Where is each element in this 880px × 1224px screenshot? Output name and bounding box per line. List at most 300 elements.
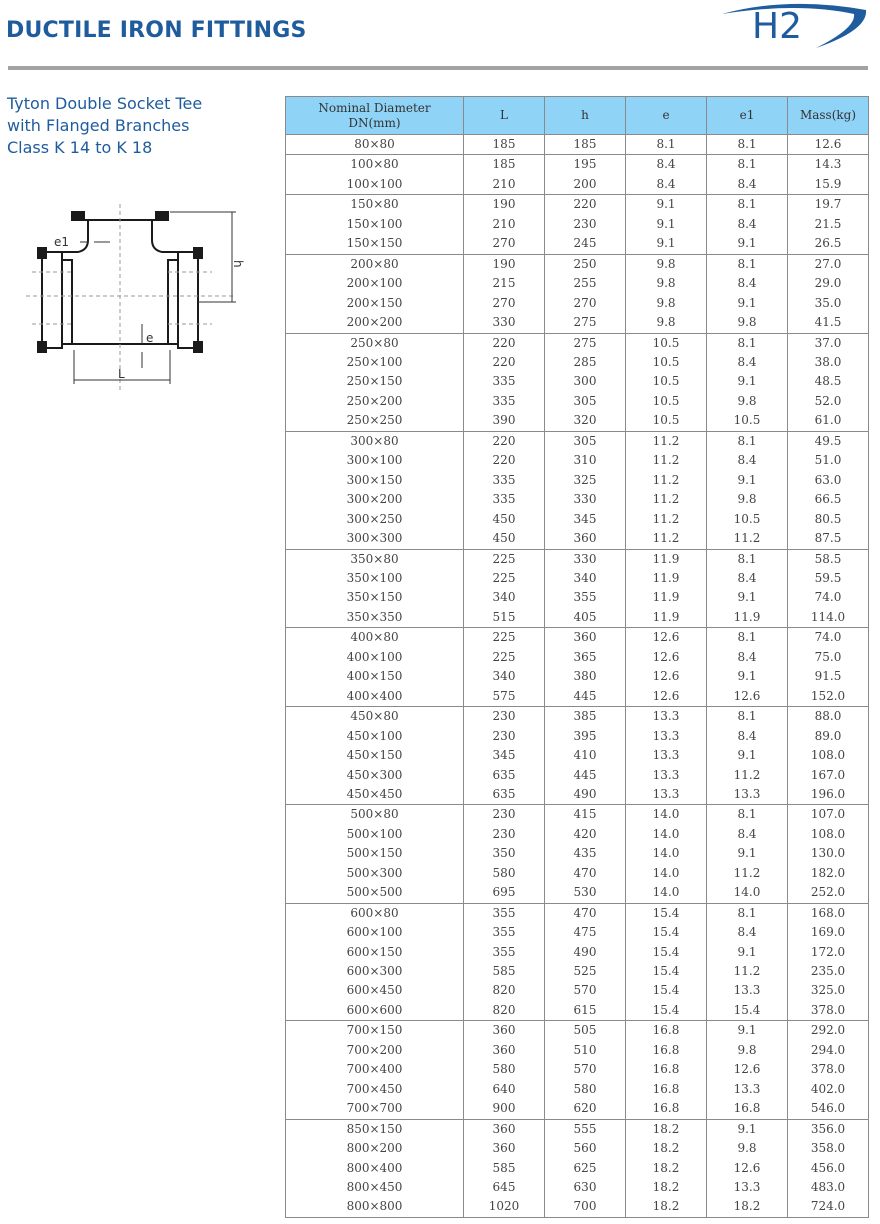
table-cell: 230 xyxy=(545,215,626,234)
table-cell: 8.1 xyxy=(707,333,788,353)
table-cell: 500×300 xyxy=(286,864,464,883)
table-cell: 220 xyxy=(464,431,545,451)
table-cell: 235.0 xyxy=(788,962,869,981)
table-cell: 640 xyxy=(464,1080,545,1099)
table-cell: 150×150 xyxy=(286,234,464,254)
table-cell: 150×80 xyxy=(286,195,464,215)
table-row xyxy=(286,155,869,175)
table-cell: 8.1 xyxy=(707,135,788,155)
table-row xyxy=(286,981,869,1000)
table-cell: 8.4 xyxy=(707,569,788,588)
table-cell: 108.0 xyxy=(788,746,869,765)
table-cell: 335 xyxy=(464,392,545,411)
table-row xyxy=(286,529,869,549)
table-cell: 625 xyxy=(545,1159,626,1178)
table-cell: 8.4 xyxy=(707,727,788,746)
table-cell: 195 xyxy=(545,155,626,175)
table-cell: 8.4 xyxy=(707,215,788,234)
table-cell: 37.0 xyxy=(788,333,869,353)
table-cell: 546.0 xyxy=(788,1099,869,1119)
table-cell: 225 xyxy=(464,549,545,569)
table-cell: 450×80 xyxy=(286,707,464,727)
table-cell: 16.8 xyxy=(626,1080,707,1099)
table-cell: 11.2 xyxy=(707,529,788,549)
table-cell: 8.1 xyxy=(707,707,788,727)
table-cell: 9.1 xyxy=(707,667,788,686)
table-cell: 51.0 xyxy=(788,451,869,470)
column-header-nominal-diameter-line-2: DN(mm) xyxy=(348,115,401,130)
table-cell: 300×300 xyxy=(286,529,464,549)
table-cell: 215 xyxy=(464,274,545,293)
table-row xyxy=(286,510,869,529)
table-cell: 12.6 xyxy=(626,628,707,648)
table-cell: 12.6 xyxy=(626,667,707,686)
table-cell: 820 xyxy=(464,981,545,1000)
table-cell: 400×80 xyxy=(286,628,464,648)
table-cell: 11.2 xyxy=(707,864,788,883)
table-cell: 16.8 xyxy=(626,1021,707,1041)
table-row xyxy=(286,1139,869,1158)
table-row xyxy=(286,962,869,981)
diagram-label-L: L xyxy=(118,367,125,381)
product-title-line-1: Tyton Double Socket Tee xyxy=(7,94,203,113)
table-cell: 8.4 xyxy=(707,825,788,844)
table-cell: 11.2 xyxy=(707,766,788,785)
table-row xyxy=(286,1197,869,1217)
table-cell: 230 xyxy=(464,707,545,727)
table-cell: 167.0 xyxy=(788,766,869,785)
table-cell: 800×450 xyxy=(286,1178,464,1197)
table-cell: 11.2 xyxy=(626,451,707,470)
table-cell: 340 xyxy=(545,569,626,588)
table-cell: 14.0 xyxy=(707,883,788,903)
table-cell: 9.1 xyxy=(707,1021,788,1041)
table-cell: 88.0 xyxy=(788,707,869,727)
table-cell: 450 xyxy=(464,510,545,529)
product-title-line-3: Class K 14 to K 18 xyxy=(7,138,153,157)
table-row xyxy=(286,766,869,785)
table-cell: 358.0 xyxy=(788,1139,869,1158)
table-cell: 100×80 xyxy=(286,155,464,175)
table-cell: 250×100 xyxy=(286,353,464,372)
table-cell: 335 xyxy=(464,490,545,509)
table-cell: 210 xyxy=(464,175,545,195)
table-cell: 130.0 xyxy=(788,844,869,863)
table-cell: 49.5 xyxy=(788,431,869,451)
table-cell: 89.0 xyxy=(788,727,869,746)
table-cell: 250×200 xyxy=(286,392,464,411)
table-cell: 700×700 xyxy=(286,1099,464,1119)
table-cell: 16.8 xyxy=(626,1060,707,1079)
table-cell: 15.4 xyxy=(626,1001,707,1021)
table-row xyxy=(286,490,869,509)
table-cell: 445 xyxy=(545,766,626,785)
table-row xyxy=(286,431,869,451)
table-cell: 48.5 xyxy=(788,372,869,391)
table-cell: 570 xyxy=(545,981,626,1000)
table-cell: 600×80 xyxy=(286,903,464,923)
table-cell: 645 xyxy=(464,1178,545,1197)
table-cell: 210 xyxy=(464,215,545,234)
table-cell: 695 xyxy=(464,883,545,903)
table-cell: 29.0 xyxy=(788,274,869,293)
diagram-label-e1: e1 xyxy=(54,235,70,249)
table-cell: 13.3 xyxy=(626,766,707,785)
table-cell: 500×150 xyxy=(286,844,464,863)
table-cell: 850×150 xyxy=(286,1119,464,1139)
table-cell: 14.3 xyxy=(788,155,869,175)
table-cell: 185 xyxy=(464,155,545,175)
table-cell: 9.1 xyxy=(707,471,788,490)
table-cell: 355 xyxy=(464,923,545,942)
table-cell: 10.5 xyxy=(626,411,707,431)
table-cell: 58.5 xyxy=(788,549,869,569)
table-cell: 9.1 xyxy=(707,588,788,607)
table-cell: 270 xyxy=(545,294,626,313)
table-cell: 13.3 xyxy=(626,707,707,727)
table-row xyxy=(286,805,869,825)
table-cell: 196.0 xyxy=(788,785,869,805)
table-row xyxy=(286,727,869,746)
table-cell: 15.9 xyxy=(788,175,869,195)
table-cell: 275 xyxy=(545,313,626,333)
tee-fitting-diagram xyxy=(20,200,250,400)
table-cell: 9.8 xyxy=(626,294,707,313)
table-cell: 9.1 xyxy=(707,372,788,391)
table-cell: 250×250 xyxy=(286,411,464,431)
table-cell: 12.6 xyxy=(707,1159,788,1178)
table-row xyxy=(286,411,869,431)
table-cell: 350×80 xyxy=(286,549,464,569)
table-cell: 356.0 xyxy=(788,1119,869,1139)
column-header-e1: e1 xyxy=(707,97,788,135)
diagram-label-e: e xyxy=(146,331,154,345)
table-cell: 8.4 xyxy=(707,274,788,293)
table-cell: 18.2 xyxy=(626,1139,707,1158)
table-cell: 74.0 xyxy=(788,588,869,607)
dimension-lines xyxy=(74,212,236,384)
table-cell: 470 xyxy=(545,864,626,883)
column-header-L: L xyxy=(464,97,545,135)
table-row xyxy=(286,687,869,707)
table-cell: 59.5 xyxy=(788,569,869,588)
table-cell: 330 xyxy=(464,313,545,333)
table-row xyxy=(286,648,869,667)
table-cell: 9.1 xyxy=(626,215,707,234)
table-row xyxy=(286,943,869,962)
table-row xyxy=(286,372,869,391)
table-row xyxy=(286,746,869,765)
table-cell: 325 xyxy=(545,471,626,490)
table-cell: 300×200 xyxy=(286,490,464,509)
page-title: DUCTILE IRON FITTINGS xyxy=(6,18,307,43)
table-cell: 9.1 xyxy=(707,943,788,962)
table-cell: 570 xyxy=(545,1060,626,1079)
column-header-nominal-diameter-line-1: Nominal Diameter xyxy=(318,100,431,115)
table-cell: 16.8 xyxy=(626,1099,707,1119)
column-header-nominal-diameter xyxy=(286,97,464,135)
table-cell: 10.5 xyxy=(626,392,707,411)
table-cell: 11.2 xyxy=(626,431,707,451)
table-cell: 390 xyxy=(464,411,545,431)
table-row xyxy=(286,1080,869,1099)
table-cell: 61.0 xyxy=(788,411,869,431)
table-cell: 169.0 xyxy=(788,923,869,942)
table-cell: 800×400 xyxy=(286,1159,464,1178)
table-cell: 12.6 xyxy=(707,1060,788,1079)
table-cell: 13.3 xyxy=(626,746,707,765)
table-row xyxy=(286,844,869,863)
table-cell: 360 xyxy=(464,1119,545,1139)
table-cell: 8.4 xyxy=(707,451,788,470)
table-cell: 456.0 xyxy=(788,1159,869,1178)
table-cell: 250 xyxy=(545,254,626,274)
table-row xyxy=(286,569,869,588)
table-cell: 87.5 xyxy=(788,529,869,549)
table-cell: 600×450 xyxy=(286,981,464,1000)
table-row xyxy=(286,392,869,411)
table-cell: 19.7 xyxy=(788,195,869,215)
table-cell: 18.2 xyxy=(626,1119,707,1139)
table-cell: 185 xyxy=(464,135,545,155)
table-cell: 9.8 xyxy=(626,313,707,333)
table-cell: 8.4 xyxy=(626,155,707,175)
table-cell: 225 xyxy=(464,648,545,667)
table-cell: 510 xyxy=(545,1041,626,1060)
table-cell: 13.3 xyxy=(626,727,707,746)
table-cell: 16.8 xyxy=(626,1041,707,1060)
table-cell: 325.0 xyxy=(788,981,869,1000)
table-cell: 8.1 xyxy=(707,195,788,215)
table-cell: 445 xyxy=(545,687,626,707)
table-cell: 225 xyxy=(464,569,545,588)
table-cell: 230 xyxy=(464,727,545,746)
table-cell: 305 xyxy=(545,392,626,411)
table-cell: 182.0 xyxy=(788,864,869,883)
table-cell: 600×300 xyxy=(286,962,464,981)
spec-table-header xyxy=(286,97,869,135)
table-cell: 18.2 xyxy=(626,1159,707,1178)
table-cell: 330 xyxy=(545,490,626,509)
table-cell: 114.0 xyxy=(788,608,869,628)
table-cell: 515 xyxy=(464,608,545,628)
table-cell: 365 xyxy=(545,648,626,667)
table-row xyxy=(286,667,869,686)
column-header-h: h xyxy=(545,97,626,135)
table-cell: 41.5 xyxy=(788,313,869,333)
table-cell: 435 xyxy=(545,844,626,863)
table-cell: 13.3 xyxy=(707,981,788,1000)
table-cell: 9.8 xyxy=(626,254,707,274)
table-cell: 12.6 xyxy=(626,648,707,667)
table-cell: 555 xyxy=(545,1119,626,1139)
table-cell: 168.0 xyxy=(788,903,869,923)
table-cell: 9.8 xyxy=(707,392,788,411)
table-row xyxy=(286,451,869,470)
table-cell: 395 xyxy=(545,727,626,746)
table-row xyxy=(286,274,869,293)
table-cell: 74.0 xyxy=(788,628,869,648)
table-cell: 200×200 xyxy=(286,313,464,333)
table-cell: 225 xyxy=(464,628,545,648)
column-header-e: e xyxy=(626,97,707,135)
spec-table xyxy=(285,96,869,1218)
table-cell: 200 xyxy=(545,175,626,195)
table-cell: 8.1 xyxy=(707,628,788,648)
table-cell: 305 xyxy=(545,431,626,451)
table-cell: 340 xyxy=(464,588,545,607)
table-cell: 635 xyxy=(464,785,545,805)
table-cell: 335 xyxy=(464,372,545,391)
table-cell: 490 xyxy=(545,785,626,805)
table-cell: 11.9 xyxy=(707,608,788,628)
table-cell: 230 xyxy=(464,805,545,825)
table-cell: 560 xyxy=(545,1139,626,1158)
table-row xyxy=(286,628,869,648)
table-cell: 250×150 xyxy=(286,372,464,391)
table-cell: 200×80 xyxy=(286,254,464,274)
table-cell: 450×150 xyxy=(286,746,464,765)
table-cell: 11.9 xyxy=(626,588,707,607)
table-cell: 415 xyxy=(545,805,626,825)
table-cell: 16.8 xyxy=(707,1099,788,1119)
table-cell: 320 xyxy=(545,411,626,431)
table-cell: 152.0 xyxy=(788,687,869,707)
table-cell: 9.1 xyxy=(707,234,788,254)
table-row xyxy=(286,1001,869,1021)
table-cell: 8.1 xyxy=(707,805,788,825)
table-cell: 292.0 xyxy=(788,1021,869,1041)
table-cell: 1020 xyxy=(464,1197,545,1217)
table-cell: 38.0 xyxy=(788,353,869,372)
table-cell: 63.0 xyxy=(788,471,869,490)
table-cell: 585 xyxy=(464,962,545,981)
table-cell: 330 xyxy=(545,549,626,569)
table-cell: 9.8 xyxy=(707,313,788,333)
table-cell: 275 xyxy=(545,333,626,353)
table-cell: 9.1 xyxy=(626,234,707,254)
table-cell: 483.0 xyxy=(788,1178,869,1197)
table-cell: 724.0 xyxy=(788,1197,869,1217)
table-cell: 294.0 xyxy=(788,1041,869,1060)
table-cell: 21.5 xyxy=(788,215,869,234)
product-title xyxy=(7,93,267,159)
table-cell: 350×150 xyxy=(286,588,464,607)
table-cell: 13.3 xyxy=(707,1080,788,1099)
table-cell: 378.0 xyxy=(788,1060,869,1079)
table-cell: 310 xyxy=(545,451,626,470)
table-cell: 12.6 xyxy=(707,687,788,707)
table-cell: 300×80 xyxy=(286,431,464,451)
table-cell: 350×350 xyxy=(286,608,464,628)
table-cell: 575 xyxy=(464,687,545,707)
table-cell: 11.2 xyxy=(626,471,707,490)
table-cell: 360 xyxy=(464,1139,545,1158)
table-cell: 8.1 xyxy=(707,155,788,175)
table-row xyxy=(286,1159,869,1178)
table-cell: 360 xyxy=(464,1041,545,1060)
table-cell: 450×300 xyxy=(286,766,464,785)
table-cell: 380 xyxy=(545,667,626,686)
table-cell: 8.1 xyxy=(707,431,788,451)
table-cell: 335 xyxy=(464,471,545,490)
table-cell: 355 xyxy=(464,943,545,962)
table-cell: 360 xyxy=(545,529,626,549)
table-cell: 355 xyxy=(545,588,626,607)
table-cell: 615 xyxy=(545,1001,626,1021)
table-row xyxy=(286,313,869,333)
table-row xyxy=(286,215,869,234)
table-cell: 9.1 xyxy=(707,294,788,313)
table-cell: 26.5 xyxy=(788,234,869,254)
table-cell: 11.9 xyxy=(626,608,707,628)
table-cell: 800×200 xyxy=(286,1139,464,1158)
table-row xyxy=(286,1060,869,1079)
table-cell: 190 xyxy=(464,254,545,274)
table-cell: 345 xyxy=(545,510,626,529)
table-cell: 11.2 xyxy=(626,529,707,549)
table-cell: 410 xyxy=(545,746,626,765)
table-row xyxy=(286,549,869,569)
table-cell: 9.8 xyxy=(707,490,788,509)
header-divider xyxy=(8,66,868,70)
table-cell: 150×100 xyxy=(286,215,464,234)
table-cell: 230 xyxy=(464,825,545,844)
table-cell: 350×100 xyxy=(286,569,464,588)
table-cell: 340 xyxy=(464,667,545,686)
table-cell: 700×150 xyxy=(286,1021,464,1041)
table-cell: 245 xyxy=(545,234,626,254)
table-cell: 9.1 xyxy=(707,1119,788,1139)
table-row xyxy=(286,608,869,628)
table-cell: 8.4 xyxy=(626,175,707,195)
table-cell: 8.1 xyxy=(626,135,707,155)
table-cell: 500×100 xyxy=(286,825,464,844)
table-cell: 220 xyxy=(464,353,545,372)
table-cell: 220 xyxy=(545,195,626,215)
table-cell: 10.5 xyxy=(626,372,707,391)
table-row xyxy=(286,175,869,195)
table-cell: 100×100 xyxy=(286,175,464,195)
table-cell: 450×450 xyxy=(286,785,464,805)
table-row xyxy=(286,785,869,805)
table-cell: 385 xyxy=(545,707,626,727)
table-cell: 8.1 xyxy=(707,903,788,923)
table-cell: 580 xyxy=(464,864,545,883)
table-cell: 200×100 xyxy=(286,274,464,293)
table-cell: 400×400 xyxy=(286,687,464,707)
table-cell: 8.4 xyxy=(707,923,788,942)
table-cell: 13.3 xyxy=(626,785,707,805)
table-cell: 300×100 xyxy=(286,451,464,470)
table-row xyxy=(286,353,869,372)
table-cell: 66.5 xyxy=(788,490,869,509)
table-cell: 470 xyxy=(545,903,626,923)
table-cell: 14.0 xyxy=(626,844,707,863)
table-cell: 11.9 xyxy=(626,549,707,569)
table-cell: 13.3 xyxy=(707,1178,788,1197)
table-cell: 300×150 xyxy=(286,471,464,490)
table-cell: 15.4 xyxy=(626,943,707,962)
table-cell: 600×600 xyxy=(286,1001,464,1021)
table-cell: 450 xyxy=(464,529,545,549)
table-cell: 200×150 xyxy=(286,294,464,313)
table-cell: 14.0 xyxy=(626,864,707,883)
table-cell: 15.4 xyxy=(626,981,707,1000)
table-cell: 360 xyxy=(545,628,626,648)
table-cell: 10.5 xyxy=(626,353,707,372)
table-cell: 355 xyxy=(464,903,545,923)
